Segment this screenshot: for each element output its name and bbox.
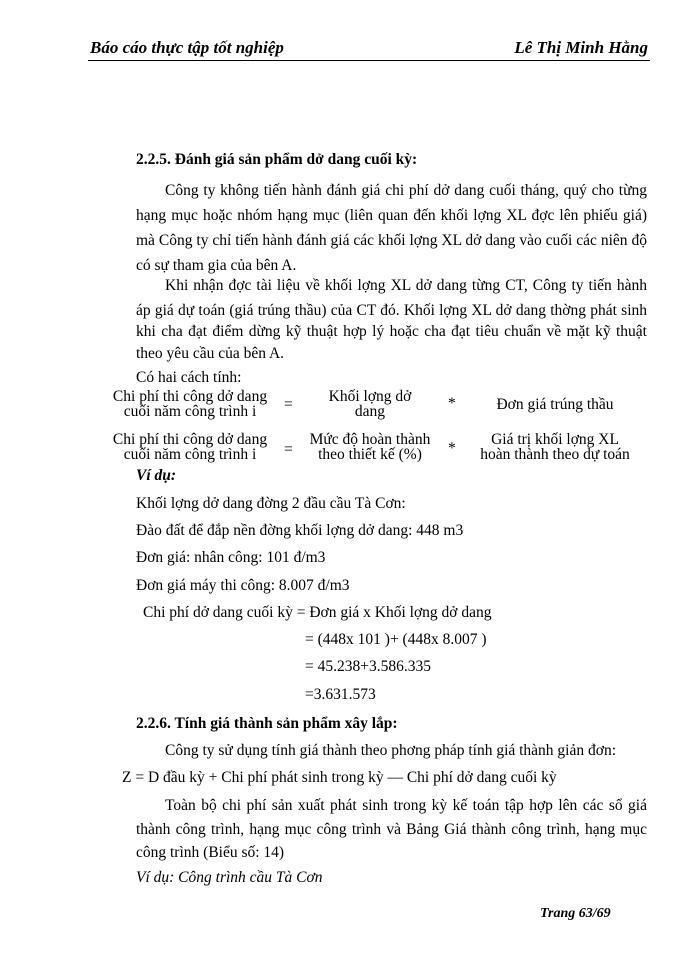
p1-line-4: có sự tham gia của bên A. xyxy=(136,257,297,274)
p2-line-1: Khi nhận đợc tài liệu về khối lợng XL dở dang từng CT, Công ty tiến hành xyxy=(165,277,647,294)
p1-line-2: hạng mục hoặc nhóm hạng mục (liên quan đến khối lợng XL đợc lên phiếu giá) xyxy=(136,207,647,224)
s226-p2-line-3: công trình (Biểu số: 14) xyxy=(136,844,285,861)
calc-line-2: = (448x 101 )+ (448x 8.007 ) xyxy=(305,631,487,648)
formula2-mid-line2: theo thiết kế (%) xyxy=(318,446,422,463)
example-line-4: Đơn giá máy thi công: 8.007 đ/m3 xyxy=(136,577,350,594)
s226-formula: Z = D đầu kỳ + Chi phí phát sinh trong kỳ — Chi phí dở dang cuối kỳ xyxy=(122,769,557,786)
p1-line-1: Công ty không tiến hành đánh giá chi phí dở dang cuối tháng, quý cho từng xyxy=(165,182,647,199)
formula2-rhs-line2: hoàn thành theo dự toán xyxy=(480,446,630,463)
two-ways-label: Có hai cách tính: xyxy=(136,369,242,386)
header-right: Lê Thị Minh Hằng xyxy=(514,38,648,57)
header-left: Báo cáo thực tập tốt nghiệp xyxy=(90,38,284,57)
formula1-mid-line2: dang xyxy=(354,403,386,420)
example-label: Ví dụ: xyxy=(136,467,177,484)
formula1-rhs xyxy=(480,397,630,412)
section-2-2-6-title: 2.2.6. Tính giá thành sản phẩm xây lắp: xyxy=(136,715,398,732)
s226-p1: Công ty sử dụng tính giá thành theo phơng pháp tính giá thành giản đơn: xyxy=(165,742,616,759)
p2-line-3: khi cha đạt điểm dừng kỹ thuật hợp lý hoặc cha đạt tiêu chuẩn về mặt kỹ thuật xyxy=(136,323,647,340)
calc-line-4: =3.631.573 xyxy=(305,686,376,703)
s226-p2-line-2: thành công trình, hạng mục công trình và Bảng Giá thành công trình, hạng mục xyxy=(136,821,647,838)
example-line-2: Đào đất để đắp nền đờng khối lợng dở dang: 448 m3 xyxy=(136,522,464,539)
calc-line-3: = 45.238+3.586.335 xyxy=(305,658,431,675)
formula2-lhs xyxy=(100,432,280,462)
p1-line-3: mà Công ty chỉ tiến hành đánh giá các khối lợng XL dở dang vào cuối các niên độ xyxy=(136,232,647,249)
formula2-rhs xyxy=(470,432,640,462)
page-header xyxy=(88,38,650,61)
formula2-op: * xyxy=(448,440,456,457)
formula1-lhs xyxy=(100,389,280,419)
example-line-3: Đơn giá: nhân công: 101 đ/m3 xyxy=(136,549,326,566)
s226-p2-line-1: Toàn bộ chi phí sản xuất phát sinh trong kỳ kế toán tập hợp lên các sổ giá xyxy=(165,797,647,814)
formula2-lhs-line1: Chi phí thi công dở dang xyxy=(112,431,268,448)
formula1-lhs-line2: cuối năm công trình i xyxy=(123,403,257,420)
page-number: Trang 63/69 xyxy=(540,906,611,921)
example-line-1: Khối lợng dở dang đờng 2 đầu cầu Tà Cơn: xyxy=(136,495,406,512)
formula1-mid xyxy=(310,389,430,419)
s226-example: Ví dụ: Công trình cầu Tà Cơn xyxy=(136,869,323,886)
formula1-rhs-line1: Đơn giá trúng thầu xyxy=(496,396,614,413)
formula2-rhs-line1: Giá trị khối lợng XL xyxy=(491,431,619,448)
calc-line-1: Chi phí dở dang cuối kỳ = Đơn giá x Khối lợng dở dang xyxy=(143,604,492,621)
formula1-op: * xyxy=(448,395,456,412)
formula2-lhs-line2: cuối năm công trình i xyxy=(123,446,257,463)
formula1-lhs-line1: Chi phí thi công dở dang xyxy=(112,388,268,405)
p2-line-2: áp giá dự toán (giá trúng thầu) của CT đó. Khối lợng XL dở dang thờng phát sinh xyxy=(136,302,647,319)
formula2-mid xyxy=(300,432,440,462)
formula1-equals: = xyxy=(284,396,293,413)
formula2-equals: = xyxy=(284,441,293,458)
formula2-mid-line1: Mức độ hoàn thành xyxy=(309,431,431,448)
section-2-2-5-title: 2.2.5. Đánh giá sản phẩm dở dang cuối kỳ: xyxy=(136,151,418,168)
formula1-mid-line1: Khối lợng dở xyxy=(328,388,412,405)
p2-line-4: theo yêu cầu của bên A. xyxy=(136,345,285,362)
